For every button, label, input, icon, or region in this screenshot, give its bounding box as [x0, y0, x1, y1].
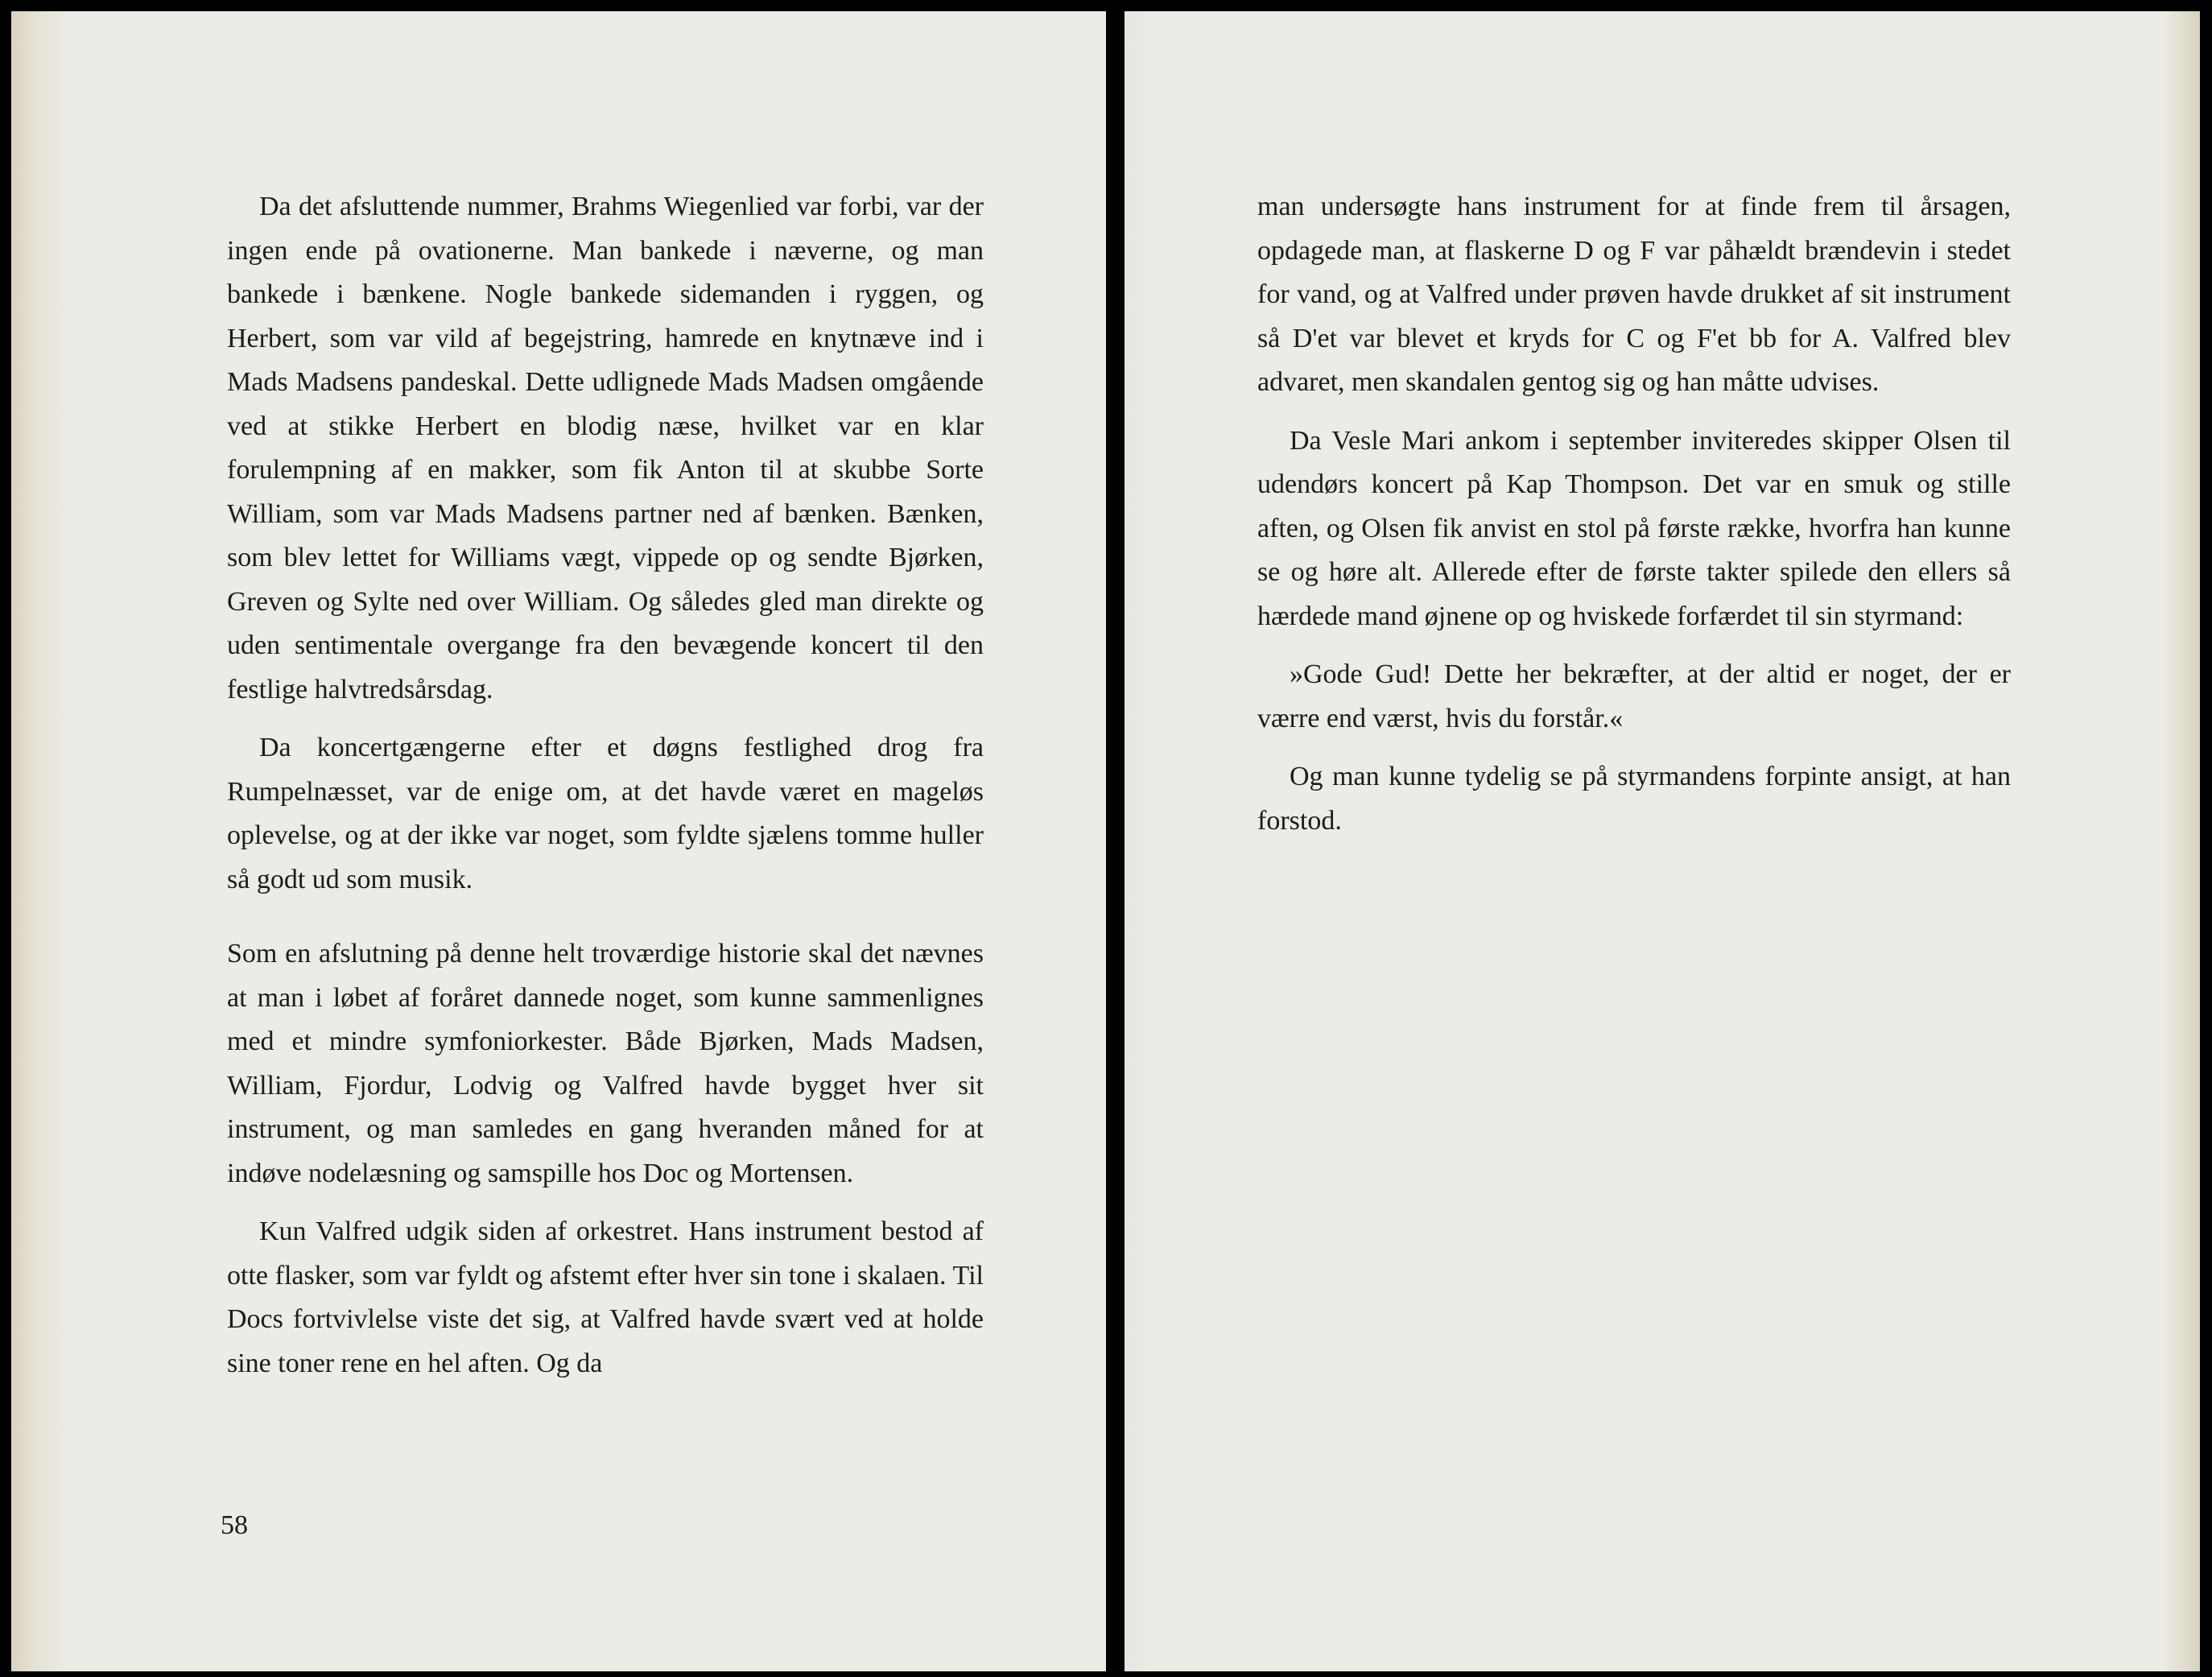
paragraph: Da koncertgængerne efter et døgns festlighed drog fra Rumpelnæsset, var de enige om, at det havde været en mageløs oplevelse, og at der ikke var noget, som fyldte sjælens tomme huller så godt ud som musik. — [227, 733, 984, 894]
paragraph: Og man kunne tydelig se på styrmandens forpinte ansigt, at han forstod. — [1257, 762, 2011, 836]
paragraph: Da det afsluttende nummer, Brahms Wiegenlied var forbi, var der ingen ende på ovationerne. Man bankede i næverne, og man bankede i bænkene. Nogle bankede sidemanden i ryggen, og Herbert, som var vild af begejstring, hamrede en knytnæve ind i Mads Madsens pandeskal. Dette udlignede Mads Madsen omgående ved at stikke Herbert en blodig næse, hvilket var en klar forulempning af en makker, som fik Anton til at skubbe Sorte William, som var Mads Madsens partner ned af bænken. Bænken, som blev lettet for Williams vægt, vippede op og sendte Bjørken, Greven og Sylte ned over William. Og således gled man direkte og uden sentimentale overgange fra den bevægende koncert til den festlige halvtredsårsdag. — [227, 192, 984, 704]
paragraph: Kun Valfred udgik siden af orkestret. Hans instrument bestod af otte flasker, som var fyldt og afstemt efter hver sin tone i skalaen. Til Docs fortvivlelse viste det sig, at Valfred havde svært ved at holde sine toner rene en hel aften. Og da — [227, 1216, 984, 1378]
page-number: 58 — [221, 1510, 248, 1540]
paragraph: Som en afslutning på denne helt troværdige historie skal det nævnes at man i løbet af foråret dannede noget, som kunne sammenlignes med et mindre symfoniorkester. Både Bjørken, Mads Madsen, William, Fjordur, Lodvig og Valfred havde bygget hver sit instrument, og man samledes en gang hveranden måned for at indøve nodelæsning og samspille hos Doc og Mortensen. — [227, 939, 984, 1188]
left-page — [11, 11, 1106, 1671]
paragraph: man undersøgte hans instrument for at finde frem til årsagen, opdagede man, at flaskerne D og F var påhældt brændevin i stedet for vand, og at Valfred under prøven havde drukket af sit instrument så D'et var blevet et kryds for C og F'et bb for A. Valfred blev advaret, men skandalen gentog sig og han måtte udvises. — [1257, 192, 2011, 397]
right-page-text — [1257, 185, 2011, 857]
right-page — [1125, 11, 2200, 1671]
paragraph: Da Vesle Mari ankom i september inviteredes skipper Olsen til udendørs koncert på Kap Thompson. Det var en smuk og stille aften, og Olsen fik anvist en stol på første række, hvorfra han kunne se og høre alt. Allerede efter de første takter spilede den ellers så hærdede mand øjnene op og hviskede forfærdet til sin styrmand: — [1257, 425, 2011, 631]
left-page-text — [227, 185, 984, 1400]
paragraph: »Gode Gud! Dette her bekræfter, at der altid er noget, der er værre end værst, hvis du forstår.« — [1257, 659, 2011, 733]
